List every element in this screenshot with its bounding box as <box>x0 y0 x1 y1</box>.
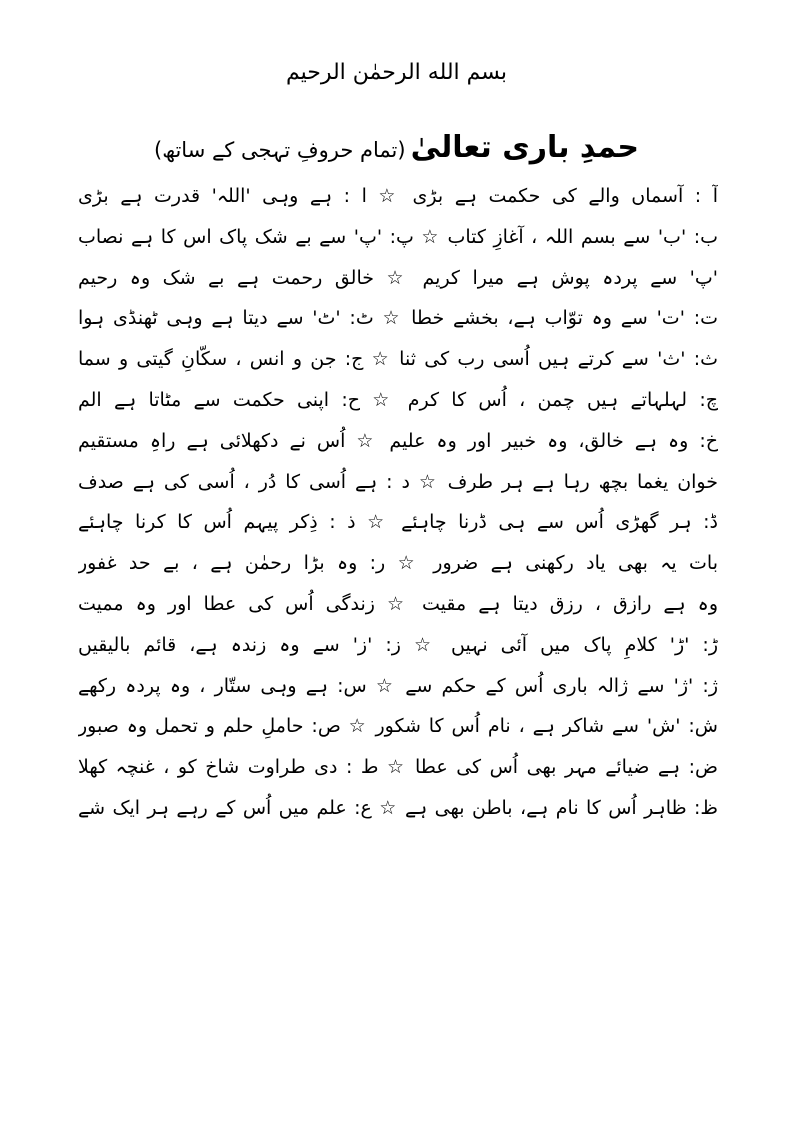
couplet-line-5: ث: 'ث' سے کرتے ہیں اُسی رب کی ثنا ☆ ج: جن و انس ، سکّانِ گیتی و سما <box>78 348 718 371</box>
page-title: حمدِ باری تعالیٰ <box>410 130 639 165</box>
couplet-line-16: ظ: ظاہر اُس کا نام ہے، باطن بھی ہے ☆ ع: علم میں اُس کے رہے ہر ایک شے <box>78 796 718 819</box>
couplet-line-13: ژ: 'ژ' سے ژالہ باری اُس کے حکم سے ☆ س: ہے وہی ستّار ، وہ پردہ رکھے <box>78 674 718 697</box>
couplet-line-3: 'پ' سے پردہ پوش ہے میرا کریم ☆ خالق رحمت ہے بے شک وہ رحیم <box>78 266 718 289</box>
couplet-line-1: آ : آسماں والے کی حکمت ہے بڑی ☆ ا : ہے وہی 'اللہ' قدرت ہے بڑی <box>78 185 718 207</box>
couplet-line-7: خ: وہ ہے خالق، وہ خبیر اور وہ علیم ☆ اُس نے دکھلائی ہے راہِ مستقیم <box>78 429 718 452</box>
bismillah-heading: بسم الله الرحمٰن الرحیم <box>285 60 508 85</box>
couplet-line-14: ش: 'ش' سے شاکر ہے ، نام اُس کا شکور ☆ ص: حاملِ حلم و تحمل وہ صبور <box>78 715 718 738</box>
couplet-line-15: ض: ہے ضیائے مہر بھی اُس کی عطا ☆ ط : دی طراوت شاخ کو ، غنچہ کھلا <box>78 756 718 779</box>
couplet-line-8: خوان یغما بچھ رہا ہے ہر طرف ☆ د : ہے اُسی کا دُر ، اُسی کی ہے صدف <box>78 470 718 493</box>
couplet-line-4: ت: 'ت' سے وہ توّاب ہے، بخشے خطا ☆ ٹ: 'ٹ' سے دیتا ہے وہی ٹھنڈی ہوا <box>78 307 718 330</box>
couplet-line-2: ب: 'ب' سے بسم اللہ ، آغازِ کتاب ☆ پ: 'پ' سے بے شک پاک اس کا ہے نصاب <box>78 225 718 248</box>
couplet-line-6: چ: لہلہاتے ہیں چمن ، اُس کا کرم ☆ ح: اپنی حکمت سے مٹاتا ہے الم <box>78 388 718 411</box>
page-subtitle: (تمام حروفِ تہجی کے ساتھ) <box>154 138 406 162</box>
couplet-line-11: وہ ہے رازق ، رزق دیتا ہے مقیت ☆ زندگی اُس کی عطا اور وہ ممیت <box>78 592 718 615</box>
title-block <box>0 128 793 172</box>
couplet-list <box>78 176 718 829</box>
couplet-line-10: بات یہ بھی یاد رکھنی ہے ضرور ☆ ر: وہ بڑا رحمٰن ہے ، بے حد غفور <box>78 552 718 575</box>
couplet-line-12: ڑ: 'ڑ' کلامِ پاک میں آئی نہیں ☆ ز: 'ز' سے وہ زندہ ہے، قائم بالیقیں <box>78 633 718 656</box>
couplet-line-9: ڈ: ہر گھڑی اُس سے ہی ڈرنا چاہئے ☆ ذ : ذِکر پیہم اُس کا کرنا چاہئے <box>78 511 718 534</box>
